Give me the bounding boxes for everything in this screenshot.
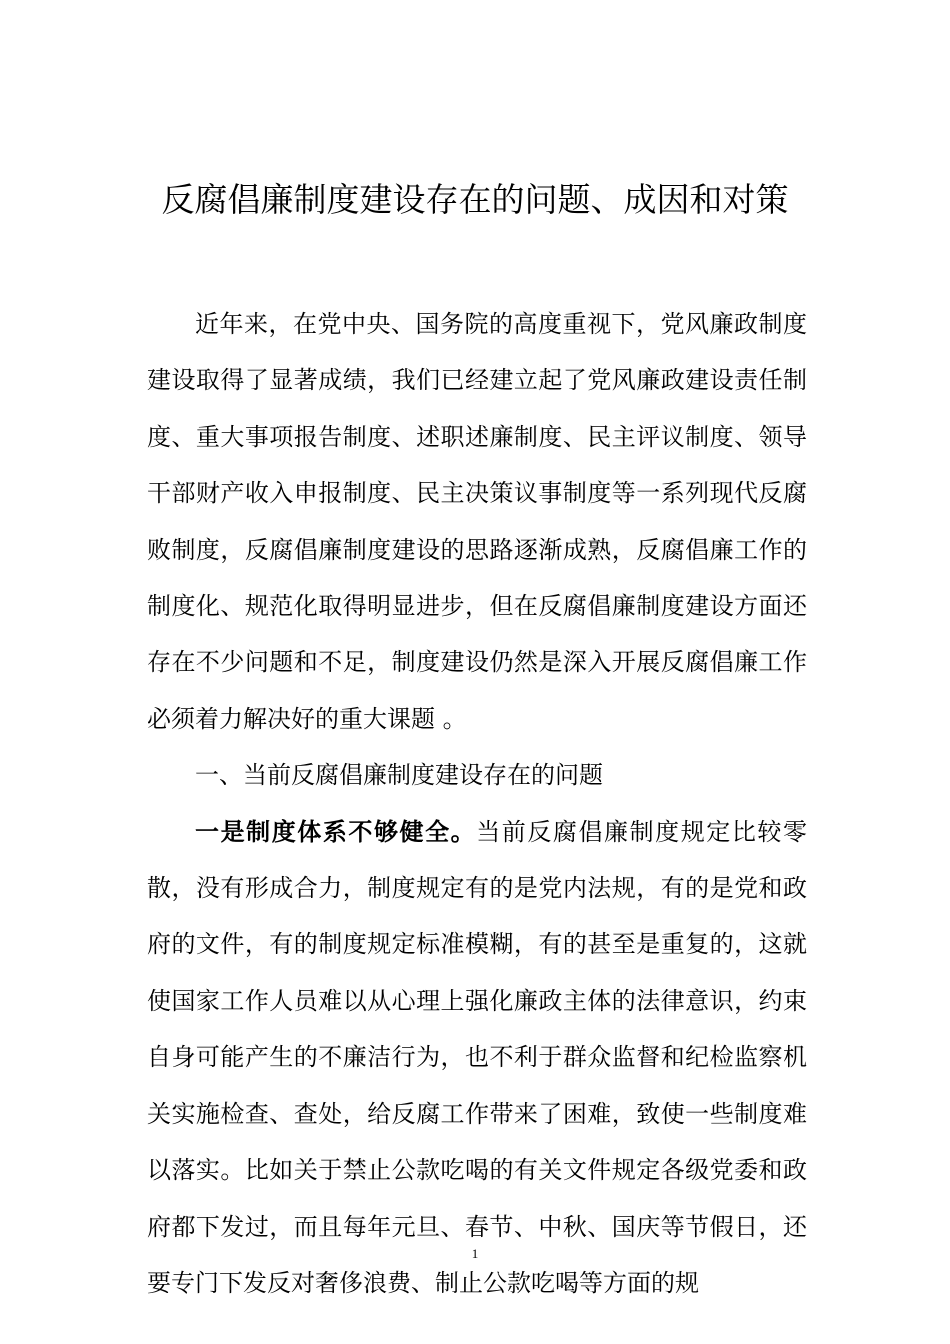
paragraph-body-text: 当前反腐倡廉制度规定比较零散，没有形成合力，制度规定有的是党内法规，有的是党和政府的文件，有的制度规定标准模糊，有的甚至是重复的，这就使国家工作人员难以从心理上强化廉政主体的法律意识，约束自身可能产生的不廉洁行为，也不利于群众监督和纪检监察机关实施检查、查处，给反腐工作带来了困难，致使一些制度难以落实。比如关于禁止公款吃喝的有关文件规定各级党委和政府都下发过，而且每年元旦、春节、中秋、国庆等节假日，还要专门下发反对奢侈浪费、制止公款吃喝等方面的规 [147,817,808,1297]
document-body [147,296,807,1311]
paragraph-lead-phrase: 一是制度体系不够健全。 [195,817,477,846]
problem-paragraph [147,804,807,1312]
section-heading: 一、当前反腐倡廉制度建设存在的问题 [195,761,603,790]
document-title: 反腐倡廉制度建设存在的问题、成因和对策 [161,180,789,219]
page-number: 1 [471,1246,479,1261]
intro-paragraph: 近年来，在党中央、国务院的高度重视下，党风廉政制度建设取得了显著成绩，我们已经建立起了党风廉政建设责任制度、重大事项报告制度、述职述廉制度、民主评议制度、领导干部财产收入申报制度、民主决策议事制度等一系列现代反腐败制度，反腐倡廉制度建设的思路逐渐成熟，反腐倡廉工作的制度化、规范化取得明显进步，但在反腐倡廉制度建设方面还存在不少问题和不足，制度建设仍然是深入开展反腐倡廉工作必须着力解决好的重大课题 。 [147,310,807,733]
